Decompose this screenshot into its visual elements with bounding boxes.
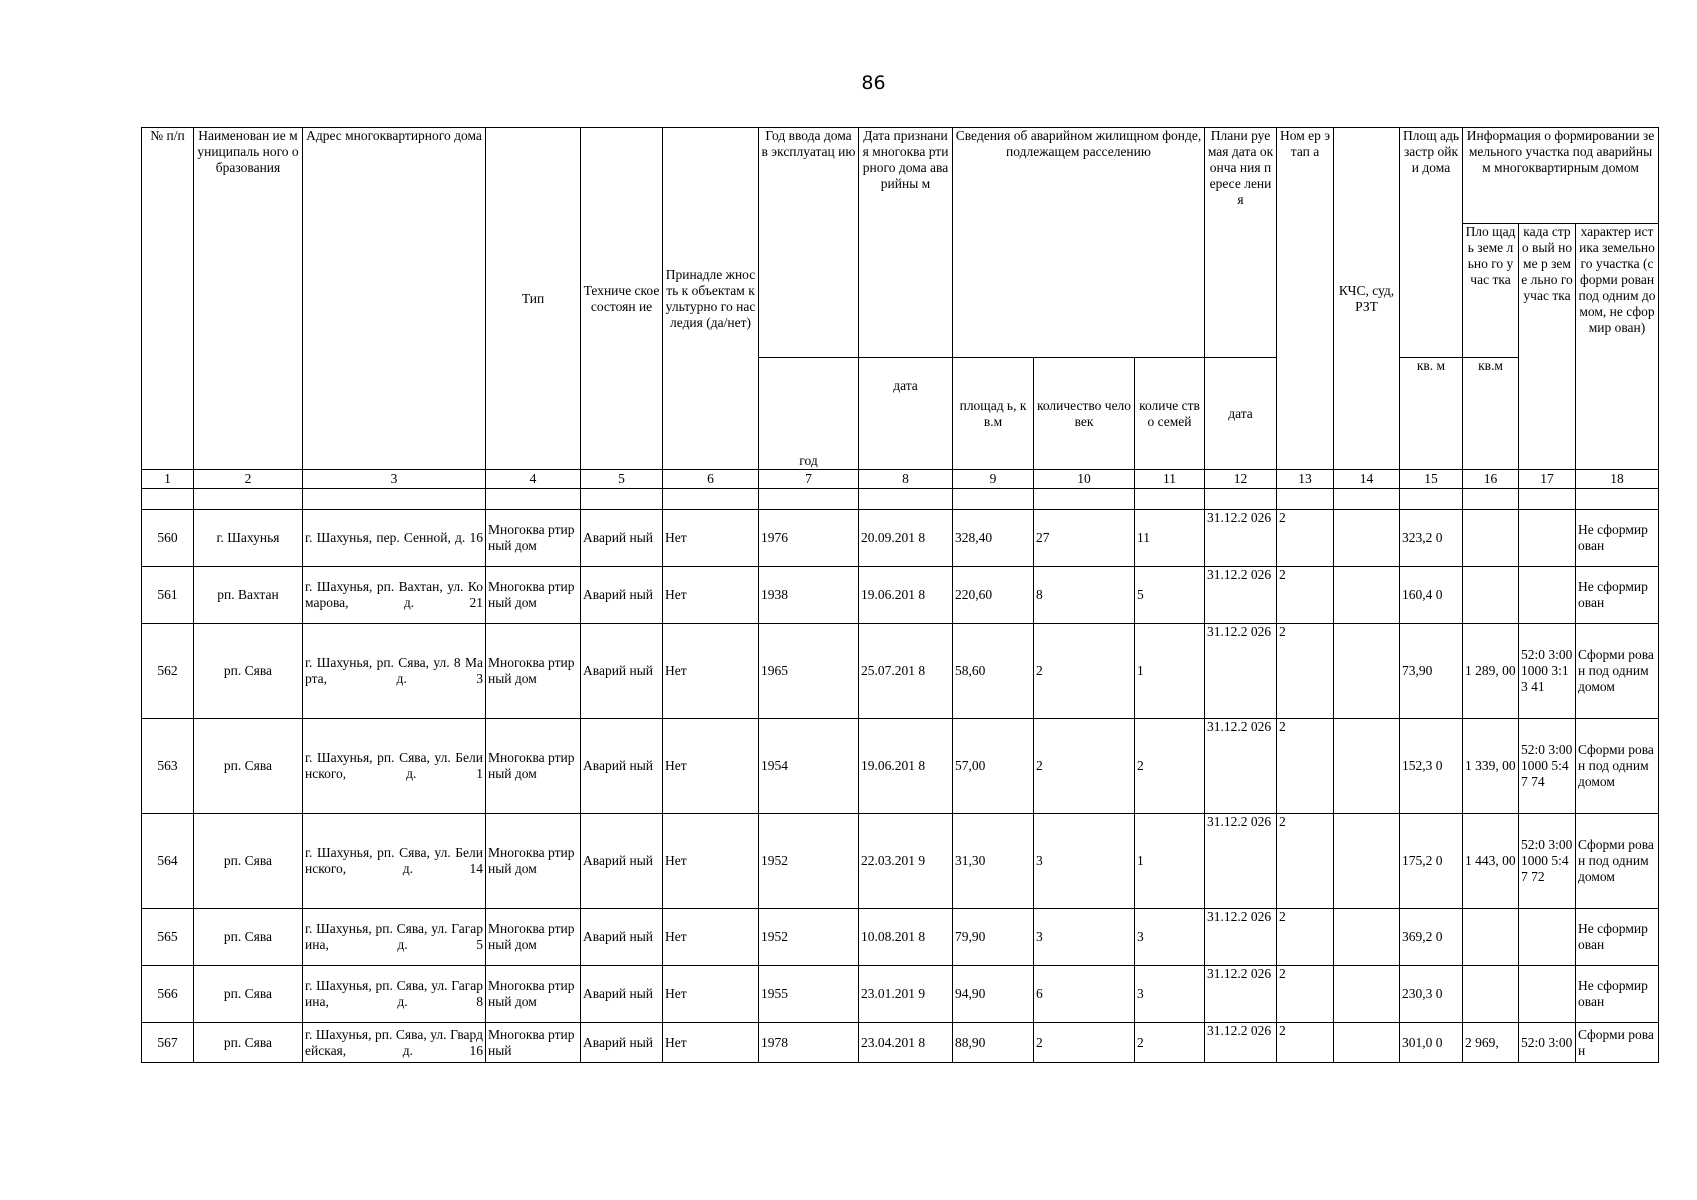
cell-families-count: 5 [1135, 567, 1205, 624]
cell-families-count: 1 [1135, 624, 1205, 719]
cell-planned-date: 31.12.2 026 [1205, 567, 1277, 624]
table-row [142, 510, 1659, 567]
cell-emergency-date: 19.06.201 8 [859, 719, 953, 814]
cell-land-characteristic: Не сформир ован [1576, 567, 1659, 624]
cell-fund-area: 328,40 [953, 510, 1034, 567]
cell-planned-date: 31.12.2 026 [1205, 966, 1277, 1023]
cell-fund-area: 220,60 [953, 567, 1034, 624]
cell-families-count: 2 [1135, 1023, 1205, 1063]
cell-building-area: 152,3 0 [1400, 719, 1463, 814]
cell-stage-number: 2 [1277, 966, 1334, 1023]
cell-land-area [1463, 966, 1519, 1023]
cell-municipality: г. Шахунья [194, 510, 303, 567]
page-number: 86 [861, 72, 886, 94]
column-number: 5 [581, 470, 663, 489]
column-number: 3 [303, 470, 486, 489]
header-land-characteristic: характер истика земельно го участка (сформи рован под одним домом, не сформир ован) [1576, 224, 1659, 470]
cell-heritage-flag: Нет [663, 567, 759, 624]
cell-families-count: 3 [1135, 966, 1205, 1023]
cell-land-area: 1 339, 00 [1463, 719, 1519, 814]
cell-families-count: 2 [1135, 719, 1205, 814]
cell-address [303, 814, 486, 909]
cell-fund-area: 88,90 [953, 1023, 1034, 1063]
cell-house-type: Многоква ртирный дом [486, 909, 581, 966]
table-row [142, 719, 1659, 814]
cell-row-number: 560 [142, 510, 194, 567]
cell-people-count: 2 [1034, 624, 1135, 719]
cell-heritage-flag: Нет [663, 624, 759, 719]
cell-municipality: рп. Вахтан [194, 567, 303, 624]
column-number: 6 [663, 470, 759, 489]
cell-planned-date: 31.12.2 026 [1205, 814, 1277, 909]
cell-technical-state: Аварий ный [581, 909, 663, 966]
header-technical-state: Техниче ское состоян ие [581, 128, 663, 470]
header-emergency-fund: Сведения об аварийном жилищном фонде, подлежащем расселению [953, 128, 1205, 358]
cell-heritage-flag: Нет [663, 966, 759, 1023]
header-number: № п/п [142, 128, 194, 470]
cell-heritage-flag: Нет [663, 909, 759, 966]
cell-municipality: рп. Сява [194, 909, 303, 966]
header-building-area-unit: кв. м [1400, 358, 1463, 470]
cell-people-count: 8 [1034, 567, 1135, 624]
cell-cadastral-number: 52:0 3:00 [1519, 1023, 1576, 1063]
cell-emergency-date: 25.07.201 8 [859, 624, 953, 719]
address-text: г. Шахунья, рп. Вахтан, ул. Комарова, д. 21 [305, 579, 483, 610]
cell-municipality: рп. Сява [194, 966, 303, 1023]
cell-kchs-value [1334, 814, 1400, 909]
cell-land-characteristic: Сформи рован под одним домом [1576, 814, 1659, 909]
cell-house-type: Многоква ртирный дом [486, 719, 581, 814]
cell-emergency-date: 23.04.201 8 [859, 1023, 953, 1063]
cell-municipality: рп. Сява [194, 1023, 303, 1063]
cell-cadastral-number [1519, 909, 1576, 966]
cell-commissioning-year: 1978 [759, 1023, 859, 1063]
cell-row-number: 562 [142, 624, 194, 719]
cell-emergency-date: 23.01.201 9 [859, 966, 953, 1023]
column-number: 11 [1135, 470, 1205, 489]
column-number: 14 [1334, 470, 1400, 489]
table-row [142, 909, 1659, 966]
cell-address [303, 909, 486, 966]
cell-people-count: 3 [1034, 909, 1135, 966]
column-number: 16 [1463, 470, 1519, 489]
cell-people-count: 27 [1034, 510, 1135, 567]
column-number: 7 [759, 470, 859, 489]
cell-heritage-flag: Нет [663, 814, 759, 909]
spacer-row [142, 489, 1659, 510]
cell-heritage-flag: Нет [663, 1023, 759, 1063]
cell-land-characteristic: Не сформир ован [1576, 909, 1659, 966]
cell-row-number: 563 [142, 719, 194, 814]
cell-land-characteristic: Сформи рован [1576, 1023, 1659, 1063]
cell-land-characteristic: Сформи рован под одним домом [1576, 624, 1659, 719]
column-number: 4 [486, 470, 581, 489]
cell-cadastral-number: 52:0 3:00 1000 3:13 41 [1519, 624, 1576, 719]
cell-commissioning-year: 1938 [759, 567, 859, 624]
cell-building-area: 73,90 [1400, 624, 1463, 719]
cell-kchs-value [1334, 567, 1400, 624]
header-year-sub: год [759, 358, 859, 470]
cell-technical-state: Аварий ный [581, 624, 663, 719]
address-text: г. Шахунья, пер. Сенной, д. 16 [305, 530, 483, 545]
cell-people-count: 2 [1034, 1023, 1135, 1063]
column-number: 10 [1034, 470, 1135, 489]
table-row [142, 1023, 1659, 1063]
column-number: 18 [1576, 470, 1659, 489]
header-people: количество человек [1034, 358, 1135, 470]
cell-fund-area: 79,90 [953, 909, 1034, 966]
cell-stage-number: 2 [1277, 510, 1334, 567]
address-text: г. Шахунья, рп. Сява, ул. Гагарина, д. 5 [305, 921, 483, 952]
header-date-sub: дата [859, 358, 953, 470]
cell-technical-state: Аварий ный [581, 814, 663, 909]
cell-address [303, 567, 486, 624]
cell-people-count: 2 [1034, 719, 1135, 814]
cell-land-area: 1 443, 00 [1463, 814, 1519, 909]
cell-fund-area: 57,00 [953, 719, 1034, 814]
cell-address [303, 510, 486, 567]
cell-commissioning-year: 1954 [759, 719, 859, 814]
column-number: 9 [953, 470, 1034, 489]
column-number: 17 [1519, 470, 1576, 489]
cell-municipality: рп. Сява [194, 814, 303, 909]
cell-row-number: 567 [142, 1023, 194, 1063]
address-text: г. Шахунья, рп. Сява, ул. 8 Марта, д. 3 [305, 655, 483, 686]
cell-families-count: 1 [1135, 814, 1205, 909]
cell-commissioning-year: 1952 [759, 814, 859, 909]
address-text: г. Шахунья, рп. Сява, ул. Гагарина, д. 8 [305, 978, 483, 1009]
cell-technical-state: Аварий ный [581, 1023, 663, 1063]
header-area: площад ь, кв.м [953, 358, 1034, 470]
table-row [142, 966, 1659, 1023]
address-text: г. Шахунья, рп. Сява, ул. Гвардейская, д. 16 [305, 1026, 483, 1058]
header-municipality: Наименован ие муниципаль ного образования [194, 128, 303, 470]
cell-cadastral-number [1519, 966, 1576, 1023]
cell-land-area [1463, 510, 1519, 567]
cell-heritage-flag: Нет [663, 719, 759, 814]
cell-row-number: 561 [142, 567, 194, 624]
cell-families-count: 11 [1135, 510, 1205, 567]
header-families: количе ство семей [1135, 358, 1205, 470]
cell-kchs-value [1334, 510, 1400, 567]
cell-land-area: 2 969, [1463, 1023, 1519, 1063]
cell-building-area: 160,4 0 [1400, 567, 1463, 624]
cell-commissioning-year: 1965 [759, 624, 859, 719]
cell-address [303, 1023, 486, 1063]
cell-emergency-date: 20.09.201 8 [859, 510, 953, 567]
cell-land-characteristic: Сформи рован под одним домом [1576, 719, 1659, 814]
cell-house-type: Многоква ртирный дом [486, 624, 581, 719]
header-land-info: Информация о формировании земельного участка под аварийным многоквартирным домом [1463, 128, 1659, 224]
cell-address [303, 624, 486, 719]
header-kchs: КЧС, суд, РЗТ [1334, 128, 1400, 470]
cell-planned-date: 31.12.2 026 [1205, 624, 1277, 719]
cell-stage-number: 2 [1277, 719, 1334, 814]
cell-fund-area: 58,60 [953, 624, 1034, 719]
header-land-area-unit: кв.м [1463, 358, 1519, 470]
housing-register-table [141, 127, 1659, 1063]
address-text: г. Шахунья, рп. Сява, ул. Белинского, д. 1 [305, 750, 483, 781]
cell-house-type: Многоква ртирный дом [486, 510, 581, 567]
cell-building-area: 323,2 0 [1400, 510, 1463, 567]
cell-cadastral-number [1519, 510, 1576, 567]
table-row [142, 624, 1659, 719]
cell-commissioning-year: 1976 [759, 510, 859, 567]
address-text: г. Шахунья, рп. Сява, ул. Белинского, д. 14 [305, 845, 483, 876]
cell-cadastral-number [1519, 567, 1576, 624]
column-number: 1 [142, 470, 194, 489]
cell-technical-state: Аварий ный [581, 966, 663, 1023]
column-number: 12 [1205, 470, 1277, 489]
cell-emergency-date: 19.06.201 8 [859, 567, 953, 624]
cell-families-count: 3 [1135, 909, 1205, 966]
header-building-area: Площ адь застр ойки дома [1400, 128, 1463, 358]
cell-address [303, 966, 486, 1023]
cell-kchs-value [1334, 624, 1400, 719]
cell-cadastral-number: 52:0 3:00 1000 5:47 74 [1519, 719, 1576, 814]
cell-fund-area: 31,30 [953, 814, 1034, 909]
column-numbers-row [142, 470, 1659, 489]
header-type: Тип [486, 128, 581, 470]
table-row [142, 814, 1659, 909]
cell-municipality: рп. Сява [194, 624, 303, 719]
header-planned-date-sub: дата [1205, 358, 1277, 470]
cell-house-type: Многоква ртирный дом [486, 966, 581, 1023]
cell-commissioning-year: 1955 [759, 966, 859, 1023]
cell-land-characteristic: Не сформир ован [1576, 510, 1659, 567]
cell-kchs-value [1334, 909, 1400, 966]
header-land-area: Пло щадь земе льно го учас тка [1463, 224, 1519, 358]
cell-kchs-value [1334, 1023, 1400, 1063]
cell-row-number: 564 [142, 814, 194, 909]
column-number: 15 [1400, 470, 1463, 489]
cell-land-area: 1 289, 00 [1463, 624, 1519, 719]
cell-stage-number: 2 [1277, 567, 1334, 624]
cell-planned-date: 31.12.2 026 [1205, 719, 1277, 814]
table-row [142, 567, 1659, 624]
cell-land-area [1463, 567, 1519, 624]
header-stage: Ном ер этап а [1277, 128, 1334, 470]
cell-planned-date: 31.12.2 026 [1205, 1023, 1277, 1063]
cell-heritage-flag: Нет [663, 510, 759, 567]
cell-stage-number: 2 [1277, 1023, 1334, 1063]
cell-commissioning-year: 1952 [759, 909, 859, 966]
cell-kchs-value [1334, 966, 1400, 1023]
cell-planned-date: 31.12.2 026 [1205, 909, 1277, 966]
cell-stage-number: 2 [1277, 909, 1334, 966]
cell-address [303, 719, 486, 814]
cell-technical-state: Аварий ный [581, 567, 663, 624]
cell-land-characteristic: Не сформир ован [1576, 966, 1659, 1023]
column-number: 8 [859, 470, 953, 489]
cell-building-area: 369,2 0 [1400, 909, 1463, 966]
cell-kchs-value [1334, 719, 1400, 814]
cell-building-area: 175,2 0 [1400, 814, 1463, 909]
cell-municipality: рп. Сява [194, 719, 303, 814]
cell-people-count: 3 [1034, 814, 1135, 909]
column-number: 13 [1277, 470, 1334, 489]
column-number: 2 [194, 470, 303, 489]
cell-row-number: 566 [142, 966, 194, 1023]
header-planned-date: Плани руемая дата оконча ния пересе ления [1205, 128, 1277, 358]
cell-emergency-date: 10.08.201 8 [859, 909, 953, 966]
cell-fund-area: 94,90 [953, 966, 1034, 1023]
cell-people-count: 6 [1034, 966, 1135, 1023]
header-heritage: Принадле жность к объектам культурно го наследия (да/нет) [663, 128, 759, 470]
cell-stage-number: 2 [1277, 624, 1334, 719]
cell-stage-number: 2 [1277, 814, 1334, 909]
cell-building-area: 230,3 0 [1400, 966, 1463, 1023]
cell-house-type: Многоква ртирный дом [486, 567, 581, 624]
header-cadastral-number: када стро вый номе р земе льно го учас тка [1519, 224, 1576, 470]
cell-cadastral-number: 52:0 3:00 1000 5:47 72 [1519, 814, 1576, 909]
cell-technical-state: Аварий ный [581, 719, 663, 814]
cell-land-area [1463, 909, 1519, 966]
header-address: Адрес многоквартирного дома [303, 128, 486, 470]
cell-house-type: Многоква ртирный [486, 1023, 581, 1063]
cell-technical-state: Аварий ный [581, 510, 663, 567]
cell-planned-date: 31.12.2 026 [1205, 510, 1277, 567]
cell-row-number: 565 [142, 909, 194, 966]
cell-building-area: 301,0 0 [1400, 1023, 1463, 1063]
cell-house-type: Многоква ртирный дом [486, 814, 581, 909]
cell-emergency-date: 22.03.201 9 [859, 814, 953, 909]
header-emergency-date: Дата признани я многоква ртирного дома аварийны м [859, 128, 953, 358]
header-commissioning-year: Год ввода дома в эксплуатац ию [759, 128, 859, 358]
